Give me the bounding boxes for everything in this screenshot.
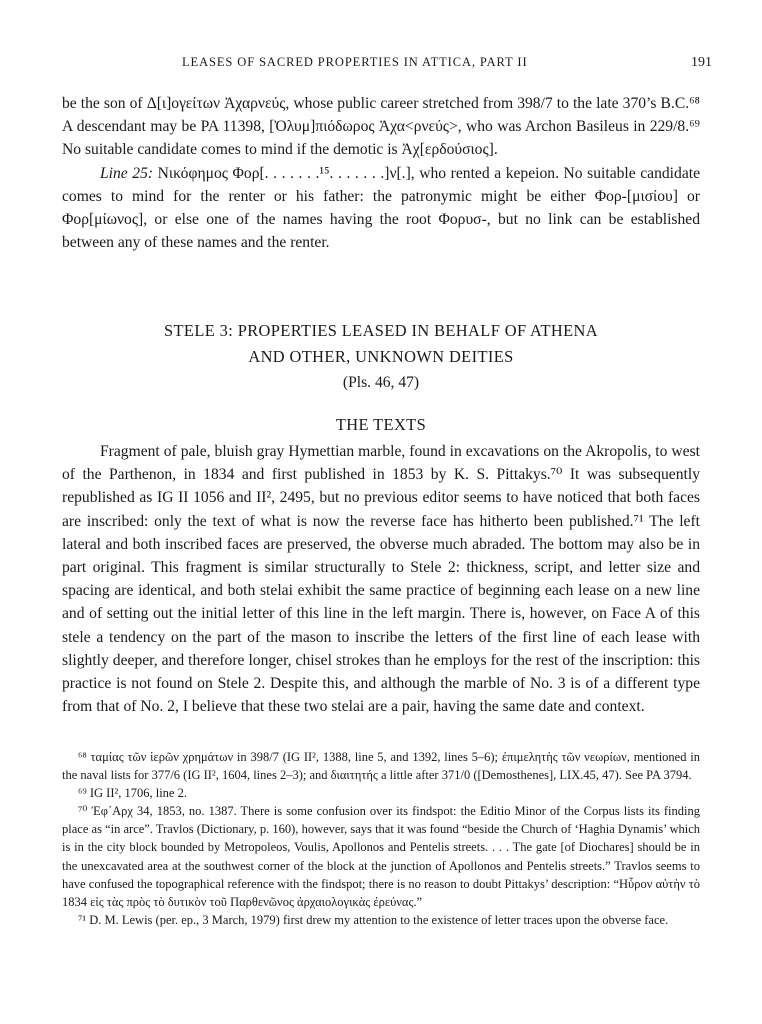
footnote-69: ⁶⁹ IG II², 1706, line 2. (78, 786, 187, 801)
main-text-block (62, 440, 700, 718)
plates-reference: (Pls. 46, 47) (342, 374, 420, 391)
page-number: 191 (691, 55, 712, 70)
footnotes (62, 748, 700, 929)
line-25-text: Νικόφημος Φορ[. . . . . . .¹⁵. . . . . . .]ν[.], who rented a kepeion. No suitable candidate comes to mind for the renter or his father: the patronymic might be either Φορ-[μισίου] or Φορ[μίωνος], or else one of the names having the root Φορυσ-, but no link can be established between any of these names and the renter. (62, 164, 700, 252)
section-subheading: THE TEXTS (335, 415, 427, 434)
section-title (62, 318, 700, 370)
continuation-block (62, 92, 700, 254)
footnote-70: ⁷⁰ Ἐφ᾿Αρχ 34, 1853, no. 1387. There is some confusion over its findspot: the Editio Minor of the Corpus lists its finding place as “in arce”. Travlos (Dictionary, p. 160), however, says that it was found “beside the Church of ‘Haghia Dynamis’ which is in the city block bounded by Metropoleos, Voulis, Apollonos and Pentelis streets. . . . The gate [of Diochares] should be in the unexcavated area at the southwest corner of the block at the junction of Apollonos and Pentelis streets.” Travlos seems to have confused the topographical reference with the findspot; there is no reason to doubt Pittakys’ description: “Ηὗρον αὐτὴν τὸ 1834 εἰς τὰς πρὸς τὸ δυτικὸν τοῦ Παρθενῶνος ἀρχαιολογικὰς ἐρεύνας.” (62, 804, 700, 909)
main-paragraph: Fragment of pale, bluish gray Hymettian marble, found in excavations on the Akropolis, to west of the Parthenon, in 1834 and first published in 1853 by K. S. Pittakys.⁷⁰ It was subsequently republished as IG II 1056 and II², 2495, but no previous editor seems to have noticed that both faces are inscribed: only the text of what is now the reverse face has hitherto been published.⁷¹ The left lateral and both inscribed faces are preserved, the obverse much abraded. The bottom may also be in part original. This fragment is similar structurally to Stele 2: thickness, script, and letter size and spacing are identical, and both stelai exhibit the same practice of beginning each lease on a new line and of setting out the initial letter of this line in the left margin. There is, however, on Face A of this stele a tendency on the part of the mason to inscribe the letters of the first line of each lease with slightly deeper, and therefore longer, chisel strokes than he employs for the rest of the inscription: this practice is not found on Stele 2. Despite this, and although the marble of No. 3 is of a different type from that of No. 2, I believe that these two stelai are a pair, having the same date and context. (62, 443, 700, 716)
line-25-label: Line 25: (100, 164, 154, 182)
continuation-paragraph: be the son of Δ[ι]ογείτων Ἀχαρνεύς, whose public career stretched from 398/7 to the late 370’s B.C.⁶⁸ A descendant may be PA 11398, [Ὀλυμ]πιόδωρος Ἀχα<ρνεύς>, who was Archon Basileus in 229/8.⁶⁹ No suitable candidate comes to mind if the demotic is Ἀχ[ερδούσιος]. (62, 95, 700, 159)
footnote-68: ⁶⁸ ταμίας τῶν ἱερῶν χρημάτων in 398/7 (IG II², 1388, line 5, and 1392, lines 5–6); ἐπιμελητὴς τῶν νεωρίων, mentioned in the naval lists for 377/6 (IG II², 1604, lines 2–3); and διαιτητής a little after 371/0 ([Demosthenes], LIX.45, 47). See PA 3794. (62, 750, 700, 783)
footnote-71: ⁷¹ D. M. Lewis (per. ep., 3 March, 1979) first drew my attention to the existence of letter traces upon the obverse face. (78, 912, 669, 927)
section-title-line-2: AND OTHER, UNKNOWN DEITIES (248, 347, 514, 366)
running-head-title: LEASES OF SACRED PROPERTIES IN ATTICA, PART II (182, 55, 528, 69)
section-title-line-1: STELE 3: PROPERTIES LEASED IN BEHALF OF ATHENA (163, 321, 599, 340)
line-25-paragraph (62, 162, 700, 255)
